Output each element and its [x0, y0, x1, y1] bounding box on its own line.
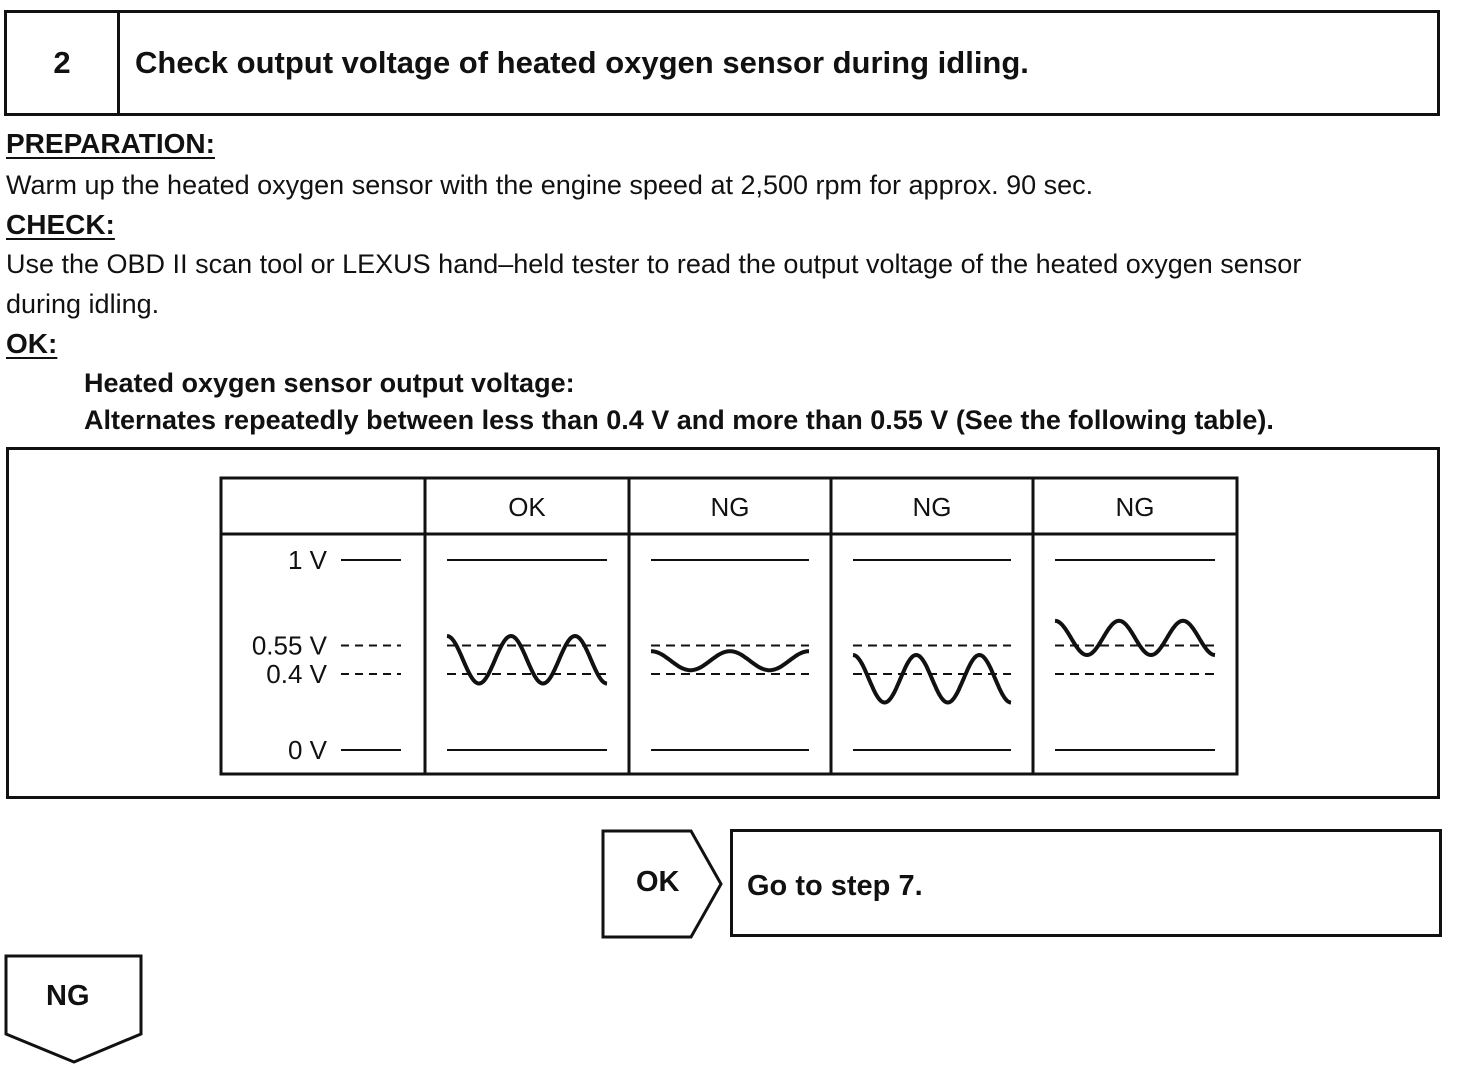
waveform-figure: [6, 447, 1440, 799]
preparation-text: Warm up the heated oxygen sensor with the engine speed at 2,500 rpm for approx. 90 sec.: [6, 170, 1094, 200]
check-text-line2: during idling.: [6, 289, 160, 319]
check-text-line1: Use the OBD II scan tool or LEXUS hand–held tester to read the output voltage of the heated oxygen sensor: [6, 249, 1302, 279]
column-header-3: NG: [912, 492, 952, 522]
check-heading: CHECK:: [6, 209, 115, 240]
column-header-2: NG: [710, 492, 750, 522]
waveform-3: [853, 655, 1011, 703]
go-to-step-text: Go to step 7.: [747, 870, 923, 902]
voltage-label: 1 V: [287, 545, 327, 575]
step-header: [4, 10, 1440, 116]
table-frame: [221, 478, 1237, 774]
waveform-2: [651, 651, 809, 670]
ok-criteria-line1: Heated oxygen sensor output voltage:: [84, 368, 575, 398]
ok-heading: OK:: [6, 328, 58, 359]
voltage-label: 0.55 V: [251, 630, 327, 661]
ok-tag-label: OK: [636, 866, 680, 898]
step-number: 2: [7, 13, 120, 113]
voltage-label: 0.4 V: [266, 659, 327, 689]
ok-criteria-line2: Alternates repeatedly between less than 0.4 V and more than 0.55 V (See the following table).: [84, 405, 1274, 435]
waveform-4: [1055, 621, 1215, 655]
column-header-4: NG: [1115, 492, 1155, 522]
column-header-1: OK: [508, 492, 546, 522]
waveform-1: [447, 636, 607, 684]
ng-tag-label: NG: [46, 980, 90, 1012]
preparation-heading: PREPARATION:: [6, 128, 215, 159]
waveform-table-chart: [9, 450, 1437, 796]
step-title: Check output voltage of heated oxygen sensor during idling.: [135, 45, 1029, 80]
voltage-label: 0 V: [287, 735, 327, 765]
go-to-step-box: [730, 829, 1442, 937]
